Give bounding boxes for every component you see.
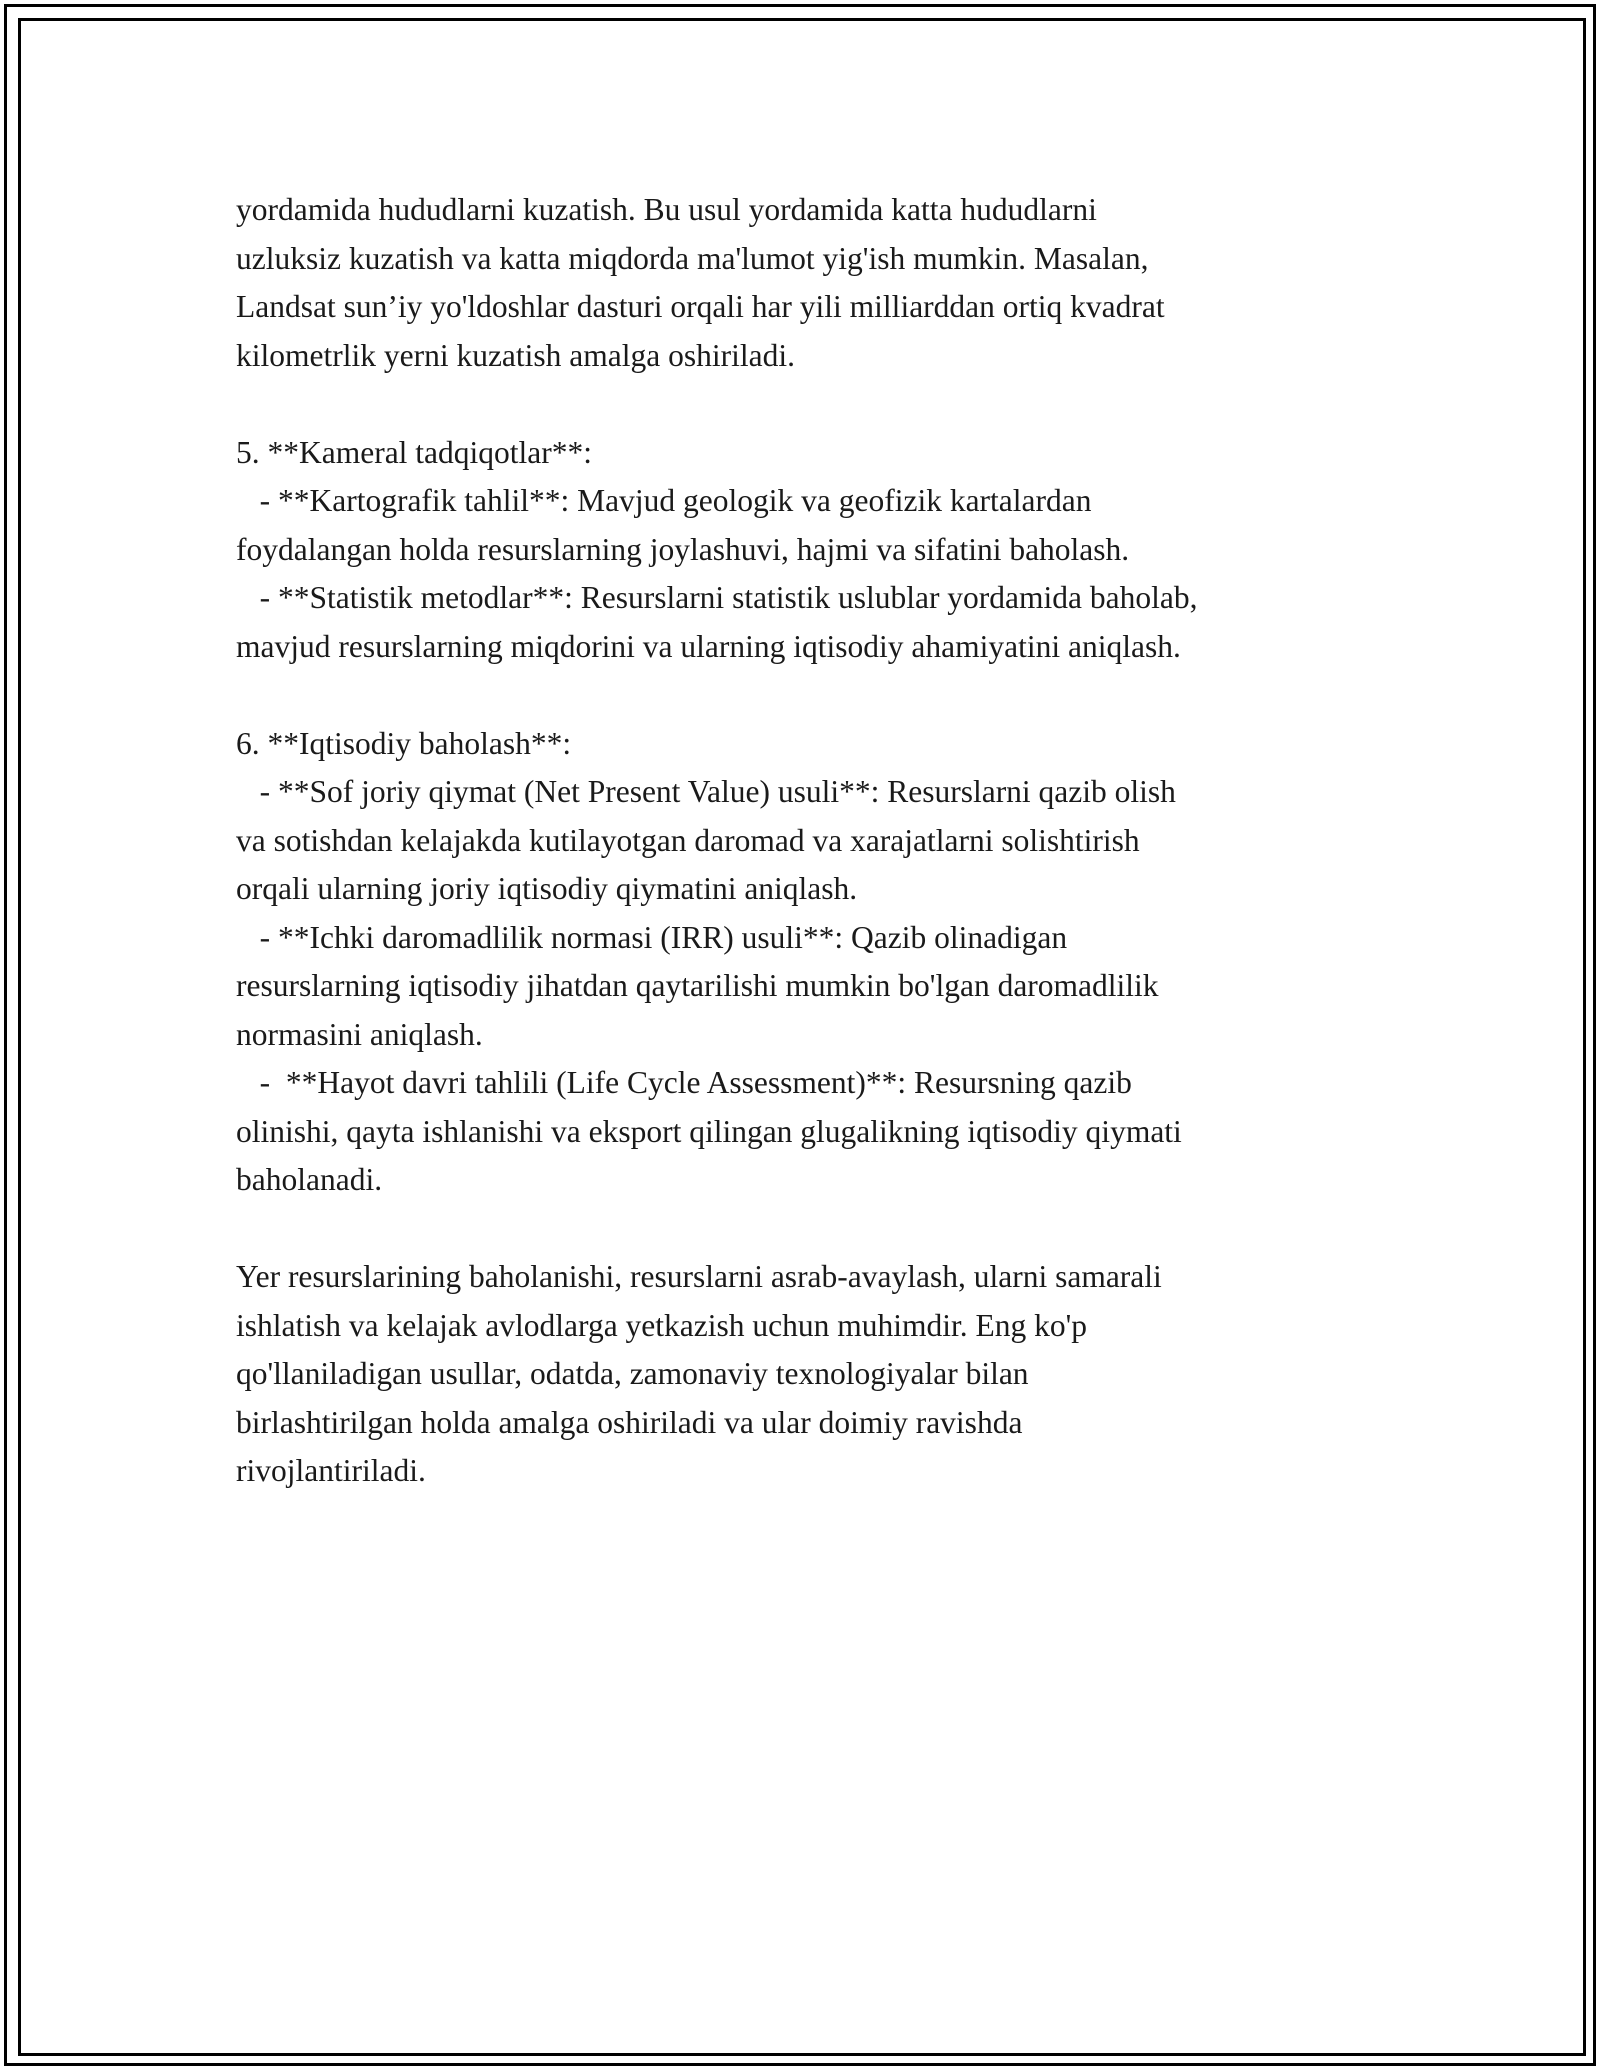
- text-line: - **Statistik metodlar**: Resurslarni statistik uslublar yordamida baholab,: [236, 580, 1198, 615]
- text-line: baholanadi.: [236, 1162, 383, 1197]
- text-line: foydalangan holda resurslarning joylashuvi, hajmi va sifatini baholash.: [236, 531, 1130, 567]
- intro-paragraph: [236, 186, 1386, 380]
- list-item: [236, 768, 1386, 914]
- text-line: ishlatish va kelajak avlodlarga yetkazish uchun muhimdir. Eng ko'p: [236, 1307, 1088, 1343]
- section-heading: 6. **Iqtisodiy baholash**:: [236, 725, 572, 761]
- text-line: - **Kartografik tahlil**: Mavjud geologik va geofizik kartalardan: [236, 483, 1092, 518]
- text-line: mavjud resurslarning miqdorini va ularning iqtisodiy ahamiyatini aniqlash.: [236, 628, 1181, 664]
- paragraph-spacer: [236, 1205, 1386, 1254]
- paragraph-spacer: [236, 380, 1386, 429]
- text-line: - **Hayot davri tahlili (Life Cycle Assessment)**: Resursning qazib: [236, 1065, 1132, 1100]
- text-line: rivojlantiriladi.: [236, 1453, 426, 1488]
- text-line: kilometrlik yerni kuzatish amalga oshiriladi.: [236, 337, 795, 373]
- text-line: qo'llaniladigan usullar, odatda, zamonaviy texnologiyalar bilan: [236, 1356, 1029, 1391]
- document-body: [236, 186, 1386, 1496]
- section-5: [236, 429, 1386, 672]
- list-item: [236, 574, 1386, 671]
- text-line: Landsat sun’iy yo'ldoshlar dasturi orqali har yili milliarddan ortiq kvadrat: [236, 289, 1165, 324]
- text-line: normasini aniqlash.: [236, 1016, 483, 1052]
- text-line: Yer resurslarining baholanishi, resurslarni asrab-avaylash, ularni samarali: [236, 1259, 1162, 1294]
- text-line: birlashtirilgan holda amalga oshiriladi va ular doimiy ravishda: [236, 1404, 1023, 1440]
- section-heading: 5. **Kameral tadqiqotlar**:: [236, 434, 593, 470]
- text-line: orqali ularning joriy iqtisodiy qiymatini aniqlash.: [236, 871, 858, 906]
- text-line: yordamida hududlarni kuzatish. Bu usul yordamida katta hududlarni: [236, 192, 1097, 227]
- conclusion-paragraph: [236, 1253, 1386, 1496]
- text-line: - **Sof joriy qiymat (Net Present Value) usuli**: Resurslarni qazib olish: [236, 774, 1176, 809]
- text-line: resurslarning iqtisodiy jihatdan qaytarilishi mumkin bo'lgan daromadlilik: [236, 968, 1159, 1003]
- list-item: [236, 1059, 1386, 1205]
- text-line: olinishi, qayta ishlanishi va eksport qilingan glugalikning iqtisodiy qiymati: [236, 1113, 1182, 1149]
- text-line: va sotishdan kelajakda kutilayotgan daromad va xarajatlarni solishtirish: [236, 822, 1140, 858]
- text-line: uzluksiz kuzatish va katta miqdorda ma'lumot yig'ish mumkin. Masalan,: [236, 240, 1149, 276]
- paragraph-spacer: [236, 671, 1386, 720]
- list-item: [236, 477, 1386, 574]
- list-item: [236, 914, 1386, 1060]
- text-line: - **Ichki daromadlilik normasi (IRR) usuli**: Qazib olinadigan: [236, 919, 1068, 955]
- section-6: [236, 720, 1386, 1205]
